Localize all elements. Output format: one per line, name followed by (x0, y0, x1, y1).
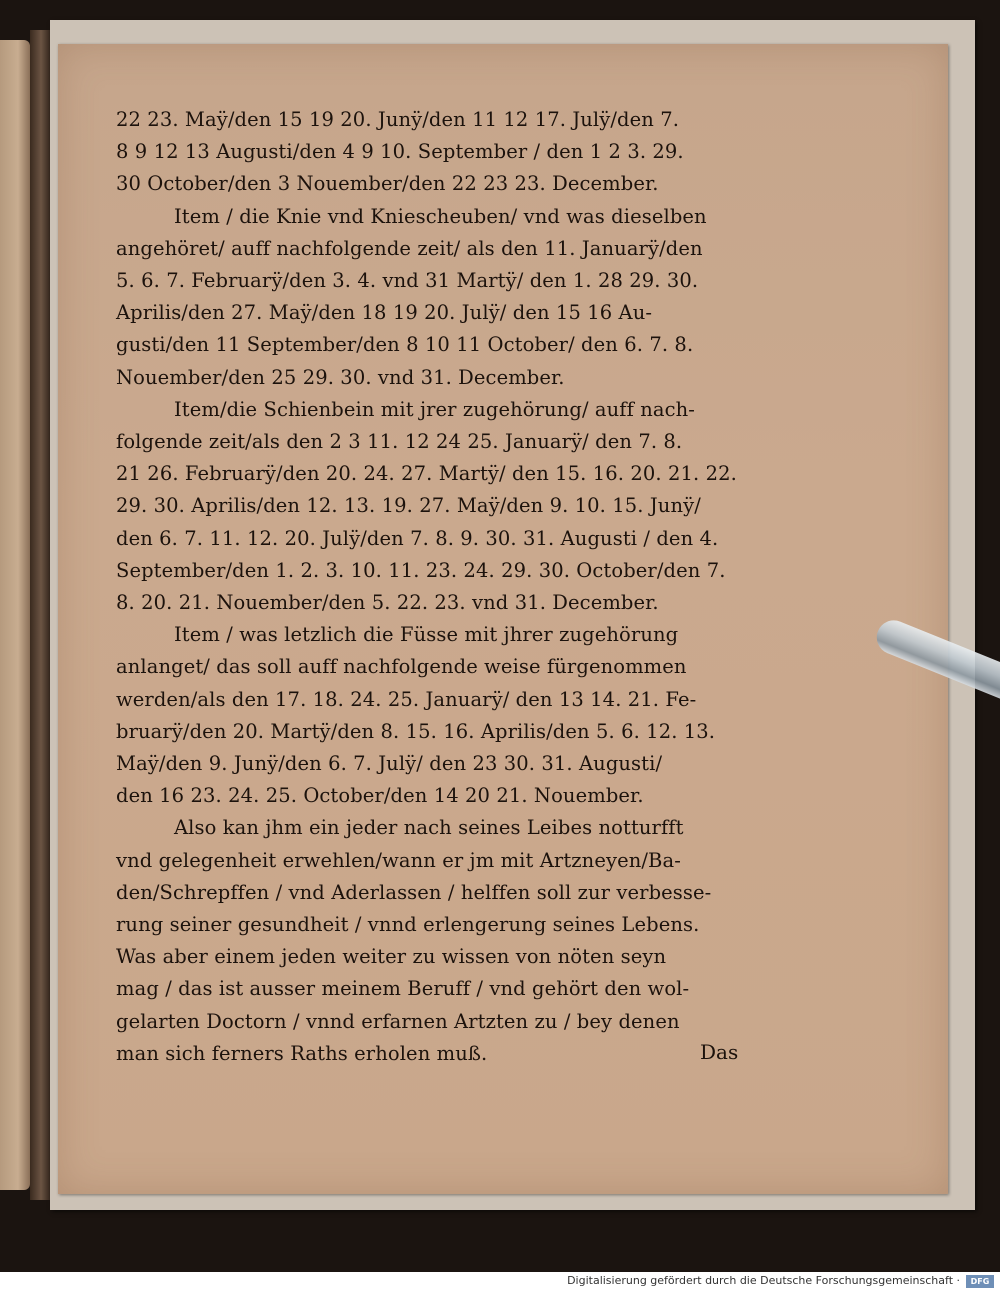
text-line: 8 9 12 13 Augusti/den 4 9 10. September / den 1 2 3. 29. (116, 140, 684, 164)
facing-page-edge (0, 40, 30, 1190)
text-line: den 16 23. 24. 25. October/den 14 20 21. Nouember. (116, 784, 644, 808)
text-line: man sich ferners Raths erholen muß. (116, 1041, 488, 1065)
text-line: angehöret/ auff nachfolgende zeit/ als den 11. Januarÿ/den (116, 236, 703, 260)
text-line: 21 26. Februarÿ/den 20. 24. 27. Martÿ/ den 15. 16. 20. 21. 22. (116, 462, 737, 486)
text-line: 22 23. Maÿ/den 15 19 20. Junÿ/den 11 12 17. Julÿ/den 7. (116, 108, 680, 131)
text-line: Was aber einem jeden weiter zu wissen von nöten seyn (116, 945, 667, 969)
text-line: rung seiner gesundheit / vnnd erlengerung seines Lebens. (116, 913, 700, 937)
text-line: werden/als den 17. 18. 24. 25. Januarÿ/ den 13 14. 21. Fe- (116, 687, 697, 711)
text-line: Item/die Schienbein mit jrer zugehörung/ auff nach- (174, 397, 695, 421)
page-text (116, 104, 776, 1070)
text-line: 5. 6. 7. Februarÿ/den 3. 4. vnd 31 Martÿ/ den 1. 28 29. 30. (116, 269, 699, 293)
footer-bar (0, 1272, 1000, 1292)
text-line: vnd gelegenheit erwehlen/wann er jm mit Artzneyen/Ba- (116, 848, 681, 872)
text-line: bruarÿ/den 20. Martÿ/den 8. 15. 16. Aprilis/den 5. 6. 12. 13. (116, 719, 716, 743)
text-line: Also kan jhm ein jeder nach seines Leibes notturfft (174, 816, 684, 840)
text-line: mag / das ist ausser meinem Beruff / vnd gehört den wol- (116, 977, 690, 1001)
text-line: 29. 30. Aprilis/den 12. 13. 19. 27. Maÿ/den 9. 10. 15. Junÿ/ (116, 494, 701, 518)
text-line: 30 October/den 3 Nouember/den 22 23 23. December. (116, 172, 659, 196)
dfg-logo: DFG (966, 1275, 994, 1288)
text-line: anlanget/ das soll auff nachfolgende weise fürgenommen (116, 655, 687, 679)
text-line: den 6. 7. 11. 12. 20. Julÿ/den 7. 8. 9. 30. 31. Augusti / den 4. (116, 526, 719, 550)
text-line: Maÿ/den 9. Junÿ/den 6. 7. Julÿ/ den 23 30. 31. Augusti/ (116, 752, 663, 776)
book-spine (30, 30, 52, 1200)
text-line: den/Schrepffen / vnd Aderlassen / helffen soll zur verbesse- (116, 880, 712, 904)
text-line: gelarten Doctorn / vnnd erfarnen Artzten zu / bey denen (116, 1009, 680, 1033)
text-line: September/den 1. 2. 3. 10. 11. 23. 24. 29. 30. October/den 7. (116, 558, 726, 582)
text-line: folgende zeit/als den 2 3 11. 12 24 25. Januarÿ/ den 7. 8. (116, 430, 683, 454)
catchword: Das (700, 1040, 739, 1064)
text-line: Item / die Knie vnd Kniescheuben/ vnd was dieselben (174, 204, 707, 228)
text-line: Nouember/den 25 29. 30. vnd 31. December. (116, 365, 565, 389)
text-line: Item / was letzlich die Füsse mit jhrer zugehörung (174, 623, 679, 647)
text-line: gusti/den 11 September/den 8 10 11 October/ den 6. 7. 8. (116, 333, 694, 357)
text-line: Aprilis/den 27. Maÿ/den 18 19 20. Julÿ/ den 15 16 Au- (116, 301, 653, 325)
text-line: 8. 20. 21. Nouember/den 5. 22. 23. vnd 31. December. (116, 591, 659, 615)
funding-credit: Digitalisierung gefördert durch die Deutsche Forschungsgemeinschaft · (567, 1274, 960, 1287)
